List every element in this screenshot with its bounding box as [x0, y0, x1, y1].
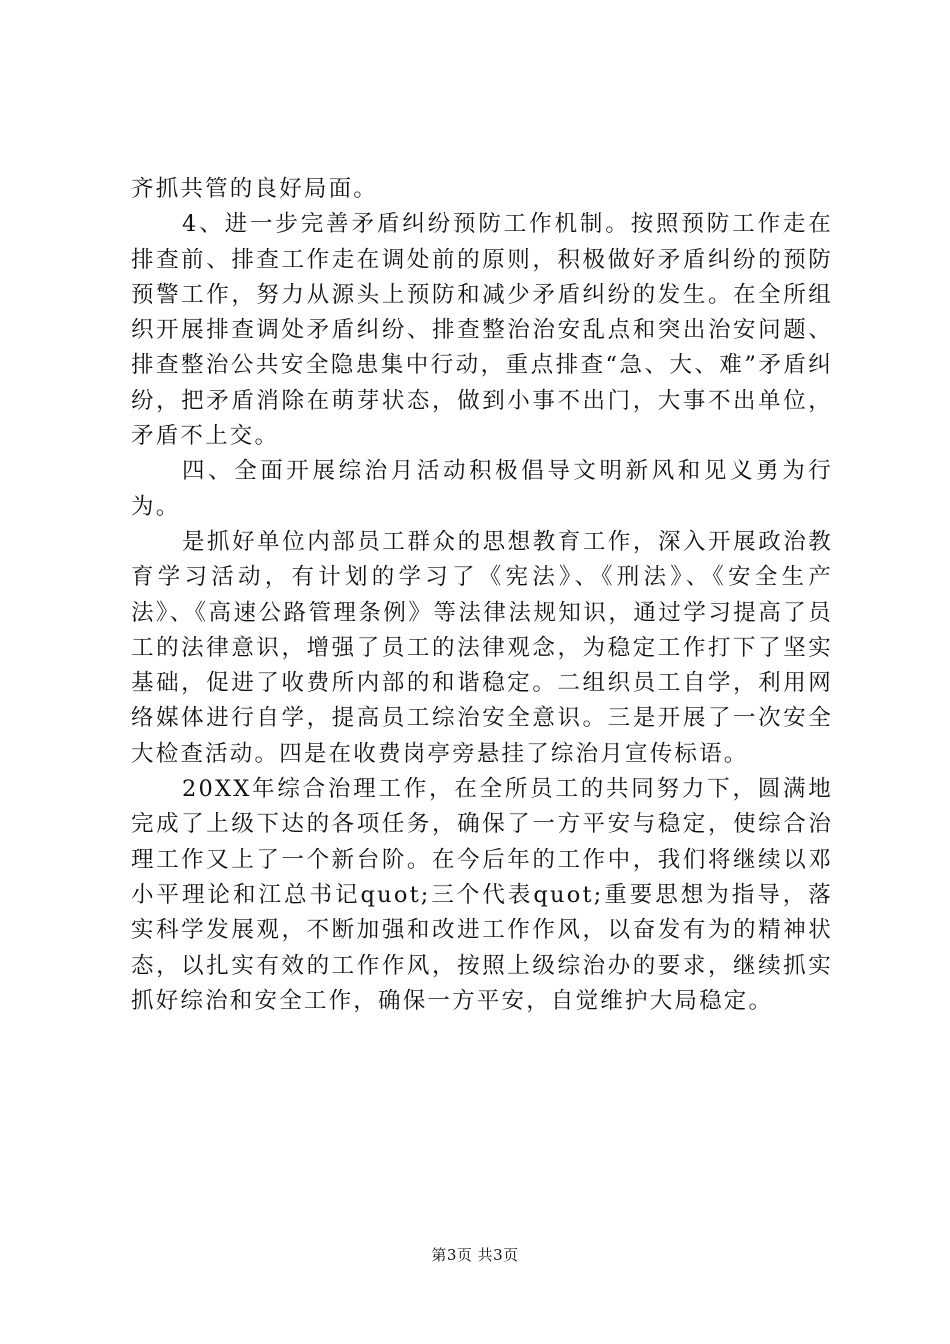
paragraph-dispute-prevention: 4、进一步完善矛盾纠纷预防工作机制。按照预防工作走在排查前、排查工作走在调处前的原则，积极做好矛盾纠纷的预防预警工作，努力从源头上预防和减少矛盾纠纷的发生。在全所组织开展排查调处矛盾纠纷、排查整治治安乱点和突出治安问题、排查整治公共安全隐患集中行动，重点排查“急、大、难”矛盾纠纷，把矛盾消除在萌芽状态，做到小事不出门，大事不出单位，矛盾不上交。 — [131, 211, 833, 450]
paragraph-continuation: 齐抓共管的良好局面。 — [131, 176, 379, 202]
paragraph-education-work: 是抓好单位内部员工群众的思想教育工作，深入开展政治教育学习活动，有计划的学习了《宪法》、《刑法》、《安全生产法》、《高速公路管理条例》等法律法规知识，通过学习提高了员工的法律意识，增强了员工的法律观念，为稳定工作打下了坚实基础，促进了收费所内部的和谐稳定。二组织员工自学，利用网络媒体进行自学，提高员工综治安全意识。三是开展了一次安全大检查活动。四是在收费岗亭旁悬挂了综治月宣传标语。 — [131, 528, 833, 767]
paragraph-summary: 20XX年综合治理工作，在全所员工的共同努力下，圆满地完成了上级下达的各项任务，确保了一方平安与稳定，使综合治理工作又上了一个新台阶。在今后年的工作中，我们将继续以邓小平理论和江总书记quot;三个代表quot;重要思想为指导，落实科学发展观，不断加强和改进工作作风，以奋发有为的精神状态，以扎实有效的工作作风，按照上级综治办的要求，继续抓实抓好综治和安全工作，确保一方平安，自觉维护大局稳定。 — [131, 776, 833, 1014]
section-heading-four: 四、全面开展综治月活动积极倡导文明新风和见义勇为行为。 — [131, 458, 833, 520]
page-footer: 第3页 共3页 — [431, 1246, 519, 1264]
document-body — [131, 172, 833, 1019]
